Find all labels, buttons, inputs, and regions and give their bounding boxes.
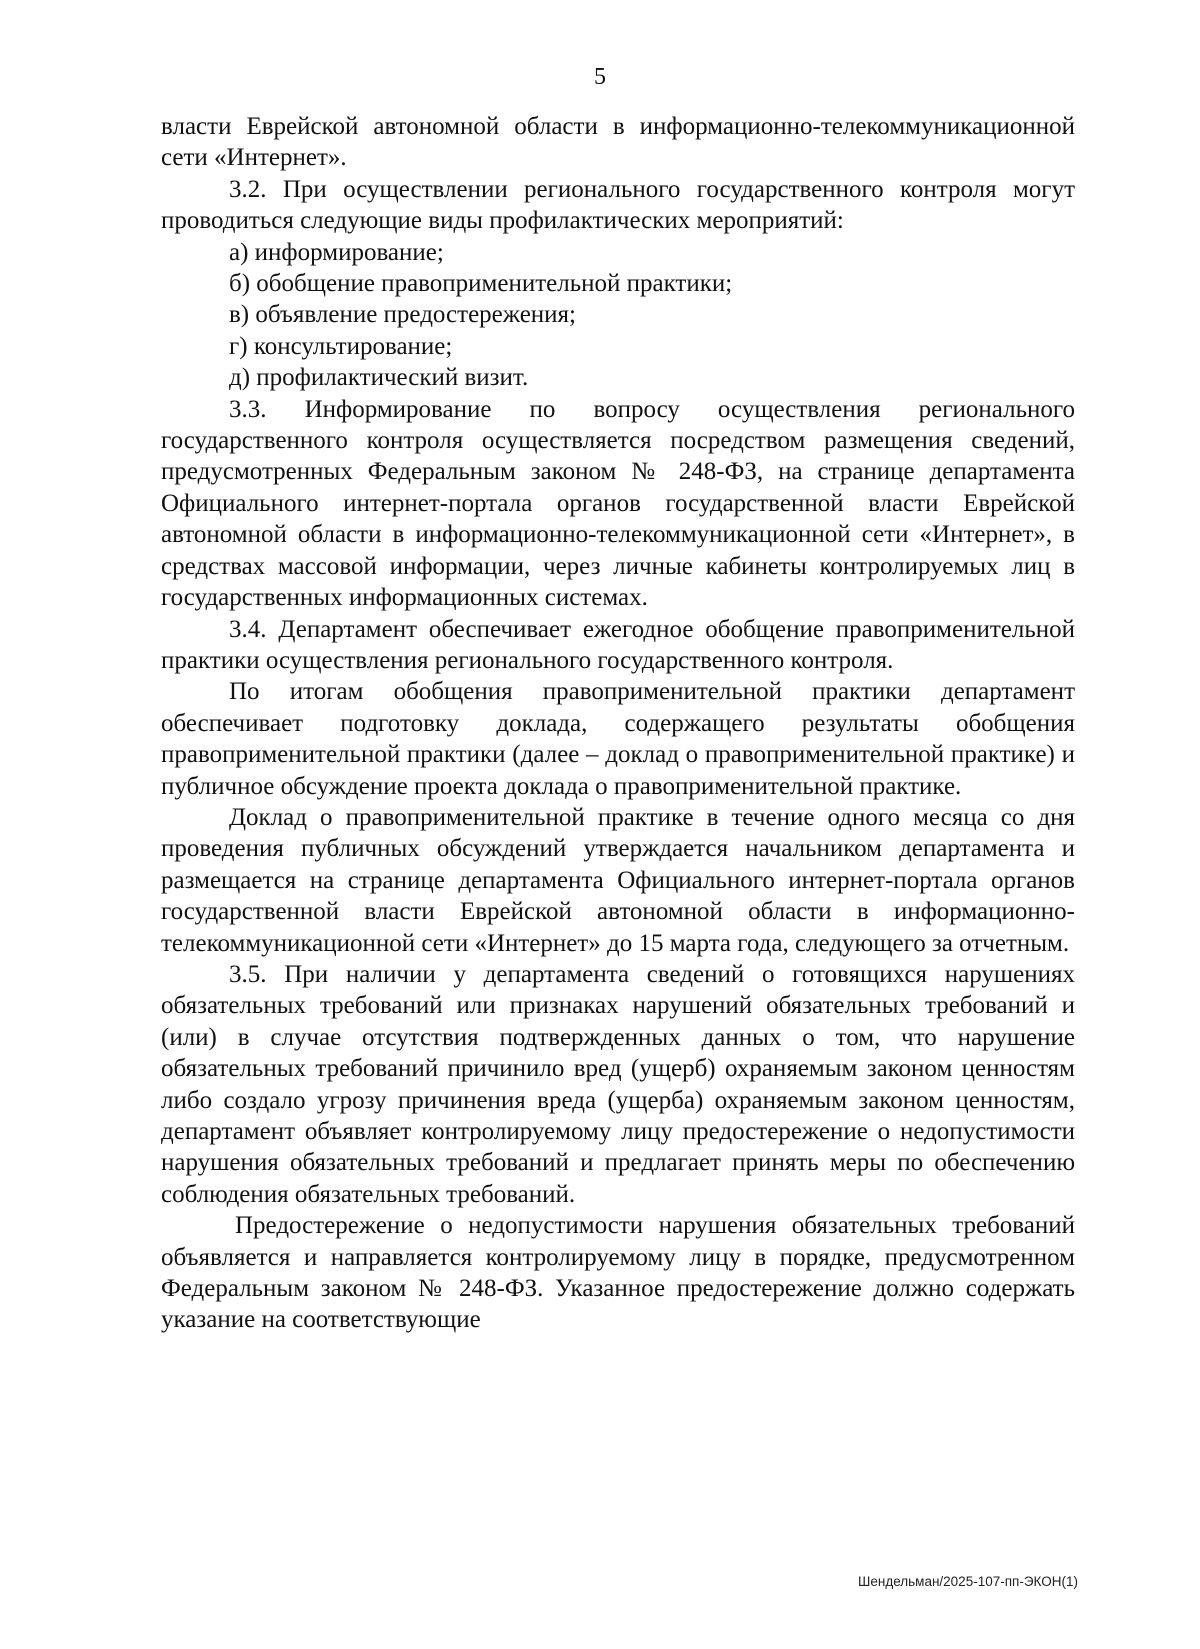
paragraph-summary-report: По итогам обобщения правоприменительной практики департамент обеспечивает подготовку доклада, содержащего результаты обобщения правоприменительной практики (далее – доклад о правоприменительной практике) и публичное обсуждение проекта доклада о правоприменительной практике.: [161, 678, 1075, 800]
paragraph-3-3: 3.3. Информирование по вопросу осуществления регионального государственного контроля осуществляется посредством размещения сведений, предусмотренных Федеральным законом № 248-ФЗ, на странице департамента Официального интернет-портала органов государственной власти Еврейской автономной области в информационно-телекоммуникационной сети «Интернет», в средствах массовой информации, через личные кабинеты контролируемых лиц в государственных информационных системах.: [161, 395, 1075, 612]
list-item-a: а) информирование;: [229, 238, 444, 266]
list-item-b: б) обобщение правоприменительной практики;: [229, 270, 733, 298]
paragraph-report-approval: Доклад о правоприменительной практике в течение одного месяца со дня проведения публичных обсуждений утверждается начальником департамента и размещается на странице департамента Официального интернет-портала органов государственной власти Еврейской автономной области в информационно-телекоммуникационной сети «Интернет» до 15 марта года, следующего за отчетным.: [161, 803, 1075, 957]
paragraph-3-4: 3.4. Департамент обеспечивает ежегодное обобщение правоприменительной практики осуществления регионального государственного контроля.: [161, 615, 1075, 674]
list-item-g: г) консультирование;: [229, 332, 453, 360]
document-code-footer: Шендельман/2025-107-пп-ЭКОН(1): [857, 1574, 1078, 1589]
list-item-d: д) профилактический визит.: [229, 364, 529, 392]
list-item-v: в) объявление предостережения;: [229, 301, 576, 329]
page-number: 5: [594, 64, 606, 90]
paragraph-warning-procedure: Предостережение о недопустимости нарушения обязательных требований объявляется и направляется контролируемому лицу в порядке, предусмотренном Федеральным законом № 248-ФЗ. Указанное предостережение должно содержать указание на соответствующие: [161, 1212, 1075, 1334]
document-body: [161, 111, 1075, 1336]
paragraph-continuation: власти Еврейской автономной области в информационно-телекоммуникационной сети «Интернет».: [161, 113, 1075, 172]
paragraph-3-5: 3.5. При наличии у департамента сведений о готовящихся нарушениях обязательных требований или признаках нарушений обязательных требований и (или) в случае отсутствия подтвержденных данных о том, что нарушение обязательных требований причинило вред (ущерб) охраняемым законом ценностям либо создало угрозу причинения вреда (ущерба) охраняемым законом ценностям, департамент объявляет контролируемому лицу предостережение о недопустимости нарушения обязательных требований и предлагает принять меры по обеспечению соблюдения обязательных требований.: [161, 960, 1075, 1208]
paragraph-3-2: 3.2. При осуществлении регионального государственного контроля могут проводиться следующие виды профилактических мероприятий:: [161, 175, 1075, 235]
